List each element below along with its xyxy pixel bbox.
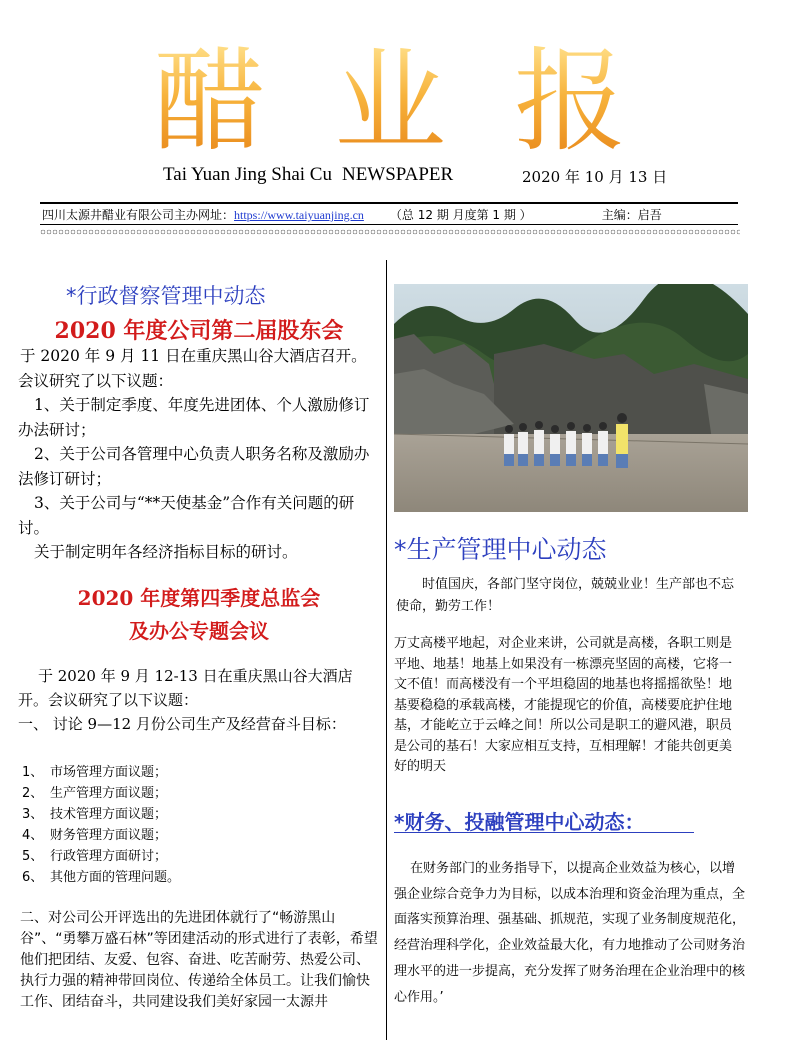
- masthead-subtitle: [163, 164, 453, 186]
- production-section-heading: *生产管理中心动态: [394, 535, 607, 564]
- shareholder-item: 1、关于制定季度、年度先进团体、个人激励修订办法研讨；: [18, 396, 370, 439]
- team-building-paragraph: 二、对公司公开评选出的先进团体就行了“畅游黑山谷”、“勇攀万盛石林”等团建活动的形式进行了表彰，希望他们把团结、友爱、包容、奋进、吃苦耐劳、热爱公司、执行力强的精神带回岗位、传递给全体员工。让我们愉快工作、团结奋斗，共同建设我们美好家园一太源井: [20, 910, 378, 1010]
- shareholder-heading: 2020 年度公司第二届股东会: [54, 318, 344, 344]
- shareholder-item: 3、关于公司与“**天使基金”合作有关问题的研讨。: [18, 494, 355, 537]
- subtitle-newspaper: NEWSPAPER: [341, 164, 454, 185]
- info-bar: [42, 206, 742, 223]
- finance-section-heading: *财务、投融管理中心动态：: [394, 810, 645, 834]
- list-item: 3、 技术管理方面议题；: [22, 807, 168, 822]
- list-item: 5、 行政管理方面研讨；: [22, 849, 168, 864]
- shareholder-intro: 于 2020 年 9 月 11 日在重庆黑山谷大酒店召开。会议研究了以下议题：: [18, 347, 367, 390]
- header-rule-bottom: [40, 224, 738, 225]
- admin-section-heading: *行政督察管理中动态: [66, 284, 266, 308]
- website-link[interactable]: https://www.taiyuanjing.cn: [234, 208, 364, 222]
- production-paragraph-2: 万丈高楼平地起，对企业来讲，公司就是高楼，各职工则是平地、地基！地基上如果没有一栋漂亮坚固的高楼，它将一文不值！而高楼没有一个平坦稳固的地基也将摇摇欲坠！地基要稳稳的承载高楼，才能提现它的价值，高楼要庇护住地基，才能屹立于云峰之间！所以公司是职工的避风港，职员是公司的基石！大家应相互支持，互相理解！才能共创更美好的明天: [394, 636, 733, 774]
- header-rule-top: [40, 202, 738, 204]
- list-item: 1、 市场管理方面议题；: [22, 765, 168, 780]
- q4-heading-line1: 2020 年度第四季度总监会: [77, 586, 321, 610]
- column-divider: [386, 260, 387, 1040]
- finance-paragraph: 在财务部门的业务指导下，以提高企业效益为核心，以增强企业综合竞争力为目标，以成本治理和资金治理为重点，全面落实预算治理、强基础、抓规范，实现了业务制度规范化，经营治理科学化，企业效益最大化，有力地推动了公司财务治理水平的进一步提高，充分发挥了财务治理在企业治理中的核心作用。’: [394, 861, 746, 1005]
- list-item: 2、 生产管理方面议题；: [22, 786, 168, 801]
- masthead-title: 醋业报: [0, 42, 788, 162]
- q4-intro: 于 2020 年 9 月 12-13 日在重庆黑山谷大酒店开。会议研究了以下议题：: [18, 667, 353, 709]
- q4-heading-line2: 及办公专题会议: [129, 619, 269, 643]
- sponsor-text: 四川太源井醋业有限公司主办网址：: [42, 208, 235, 222]
- editor-name: 主编：启吾: [601, 208, 662, 222]
- list-item: 4、 财务管理方面议题；: [22, 828, 168, 843]
- q4-item1: 一、 讨论 9—12 月份公司生产及经营奋斗目标：: [18, 715, 346, 733]
- q4-body: [18, 664, 380, 736]
- production-paragraph-1: 时值国庆，各部门坚守岗位，兢兢业业！生产部也不忘使命，勤劳工作！: [396, 577, 735, 614]
- issue-date: 2020 年 10 月 13 日: [522, 168, 668, 186]
- q4-heading: [14, 582, 384, 648]
- issue-number: （总 12 期 月度第 1 期 ）: [389, 208, 532, 222]
- finance-heading-underline: [394, 832, 694, 833]
- subtitle-pinyin: Tai Yuan Jing Shai Cu: [163, 164, 332, 185]
- shareholder-item: 关于制定明年各经济指标目标的研讨。: [34, 543, 298, 561]
- q4-topic-list: [22, 762, 382, 888]
- shareholder-item: 2、关于公司各管理中心负责人职务名称及激励办法修订研讨；: [18, 445, 370, 488]
- group-photo-icon: [394, 284, 748, 512]
- wavy-divider: [40, 229, 740, 235]
- list-item: 6、 其他方面的管理问题。: [22, 870, 181, 885]
- shareholder-body: [18, 344, 380, 565]
